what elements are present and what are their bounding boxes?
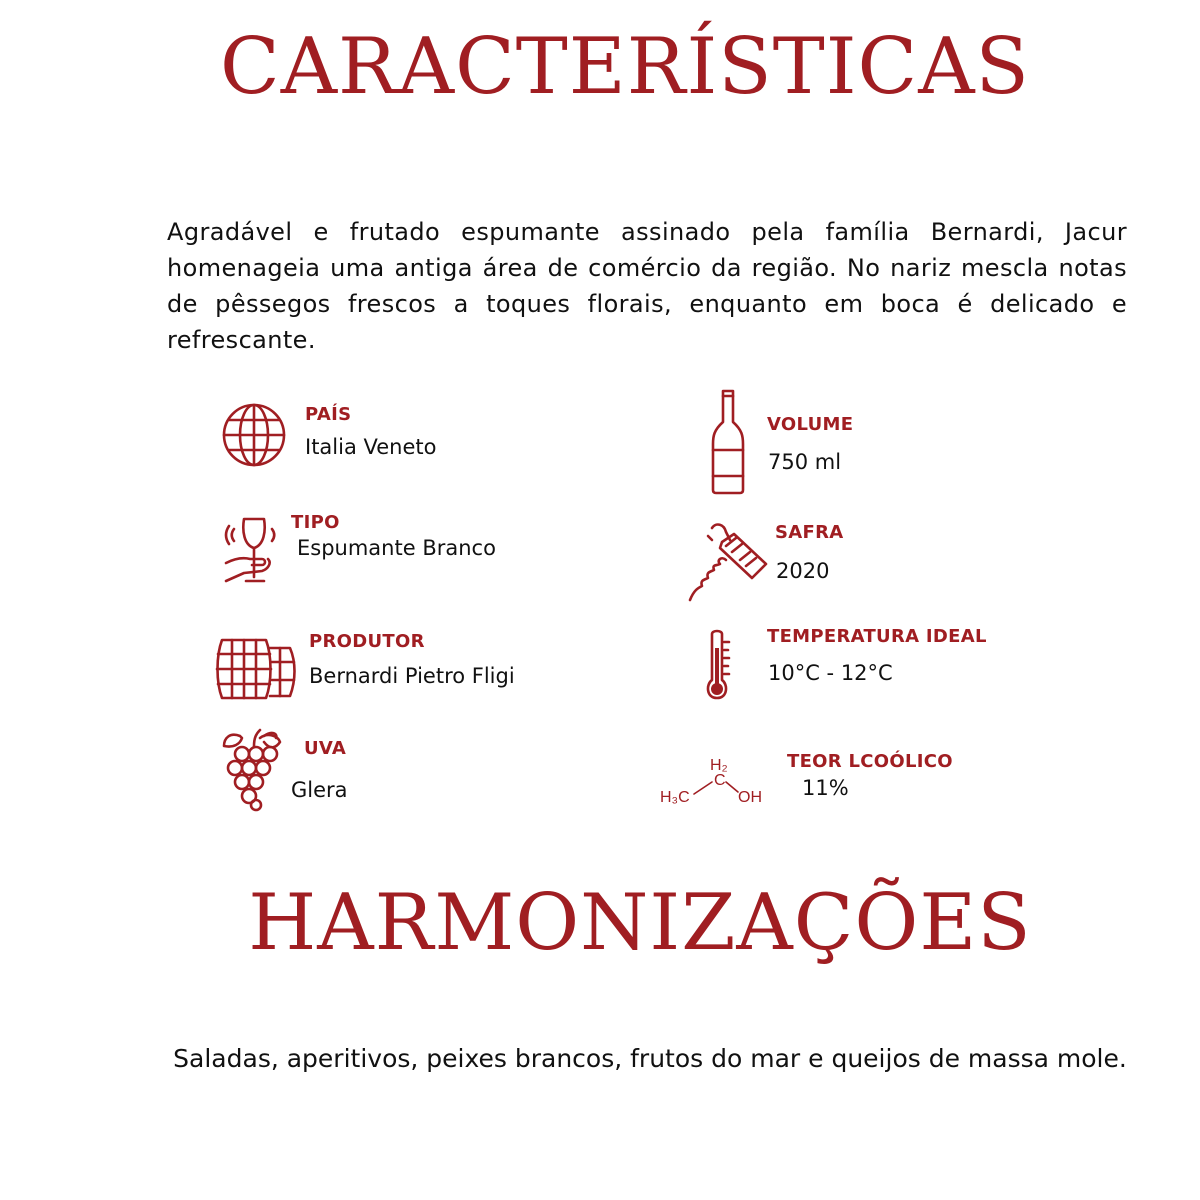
temperature-value: 10°C - 12°C (768, 661, 893, 685)
bottle-icon (710, 388, 746, 496)
ethanol-molecule-icon (658, 752, 770, 812)
molecule-center: C (714, 772, 726, 789)
vintage-value: 2020 (776, 559, 830, 583)
characteristics-heading: CARACTERÍSTICAS (220, 22, 1030, 112)
type-value: Espumante Branco (297, 536, 496, 560)
pairings-text: Saladas, aperitivos, peixes brancos, frutos do mar e queijos de massa mole. (173, 1044, 1127, 1073)
volume-label: VOLUME (767, 414, 854, 435)
barrels-icon (214, 634, 298, 704)
producer-label: PRODUTOR (309, 631, 425, 652)
grape-value: Glera (291, 778, 348, 802)
thermometer-icon (704, 628, 732, 704)
alcohol-label: TEOR LCOÓLICO (787, 751, 953, 772)
wine-glass-hand-icon (222, 515, 284, 587)
temperature-label: TEMPERATURA IDEAL (767, 626, 987, 647)
molecule-right: OH (738, 789, 762, 806)
wine-description: Agradável e frutado espumante assinado pela família Bernardi, Jacur homenageia uma antiga área de comércio da região. No nariz mescla notas de pêssegos frescos a toques florais, enquanto em boca é delicado e refrescante. (167, 218, 1127, 354)
volume-value: 750 ml (768, 450, 842, 474)
alcohol-value: 11% (802, 776, 849, 800)
corkscrew-icon (686, 520, 772, 604)
grape-label: UVA (304, 738, 347, 759)
country-label: PAÍS (305, 404, 352, 425)
grapes-icon (220, 728, 286, 812)
pairings-heading: HARMONIZAÇÕES (248, 878, 1032, 968)
vintage-label: SAFRA (775, 522, 844, 543)
type-label: TIPO (291, 512, 340, 533)
globe-icon (221, 402, 287, 468)
molecule-left: H₃C (660, 789, 690, 806)
country-value: Italia Veneto (305, 435, 437, 459)
producer-value: Bernardi Pietro Fligi (309, 664, 515, 688)
molecule-top: H₂ (710, 757, 728, 774)
